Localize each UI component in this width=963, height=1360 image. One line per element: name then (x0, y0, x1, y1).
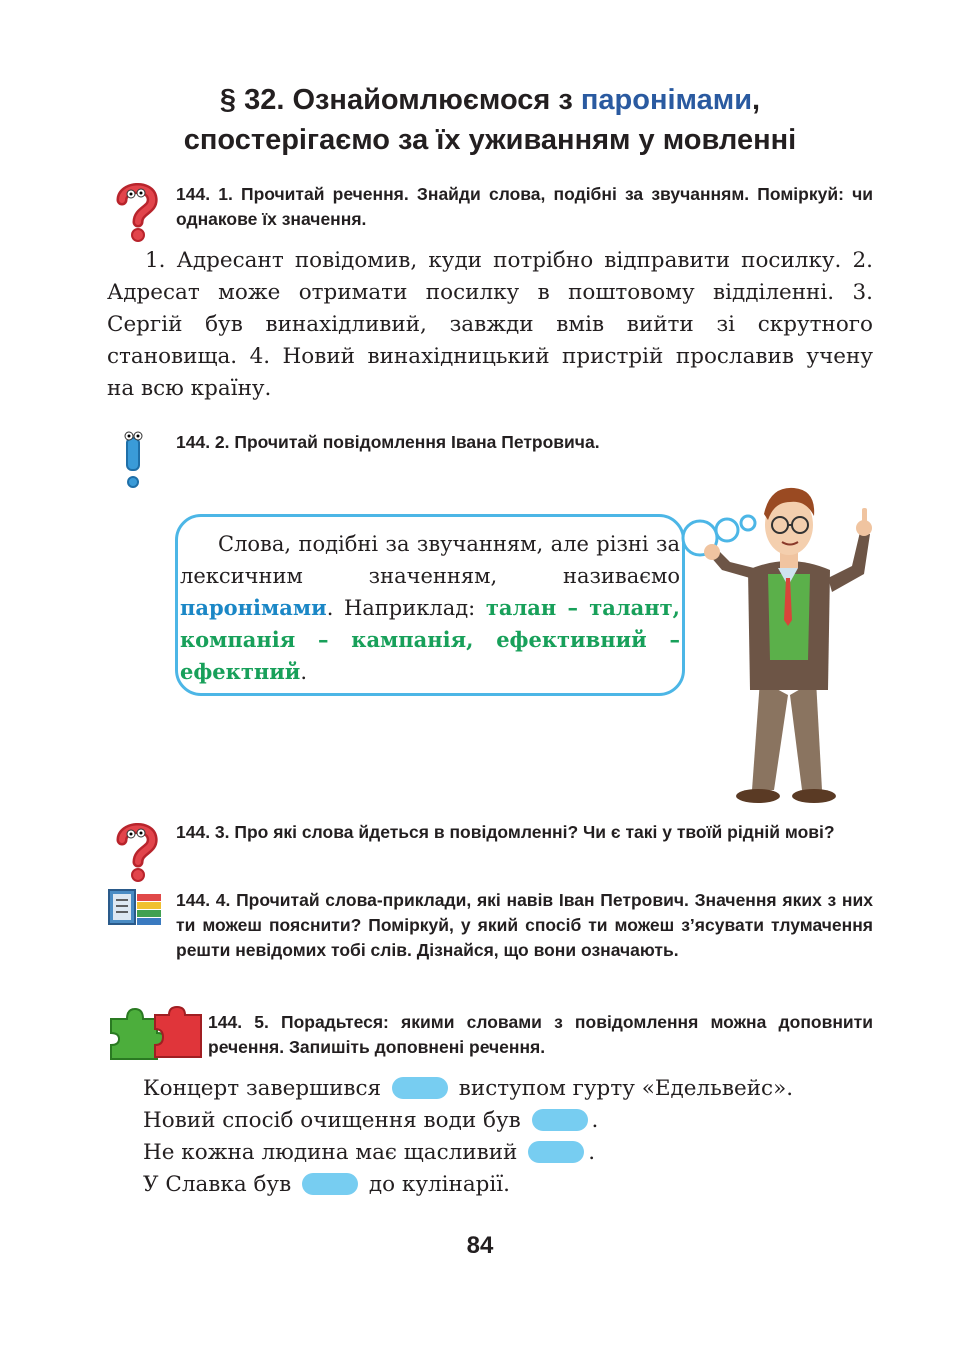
blank-slot (302, 1173, 358, 1195)
question-mark-icon (112, 180, 162, 242)
sentences-paragraph: 1. Адресант повідомив, куди потрібно відправити посилку. 2. Адресат може отримати посилку в поштовому відділенні. 3. Сергій був винахідливий, завжди вмів вийти зі скрутного становища. 4. Новий винахідницький пристрій прославив учену на всю країну. (107, 248, 873, 401)
teacher-illustration (690, 470, 890, 815)
paronym-term: паронімами (180, 595, 327, 620)
title-line-2: спостерігаємо за їх уживанням у мовленні (183, 124, 797, 156)
task-144-4: 144. 4. Прочитай слова-приклади, які навів Іван Петрович. Значення яких з них ти можеш пояснити? Поміркуй, у який спосіб ти можеш з’ясувати тлумачення решти невідомих тобі слів. Дізнайся, що вони означають. (176, 890, 873, 960)
page-number: 84 (466, 1232, 494, 1259)
exercise-line-2: Новий спосіб очищення води був . (143, 1108, 599, 1133)
exercise-sentences (143, 1073, 883, 1201)
task-144-1: 144. 1. Прочитай речення. Знайди слова, подібні за звучанням. Поміркуй: чи однакове їх значення. (176, 184, 873, 229)
exercise-line-4: У Славка був до кулінарії. (143, 1172, 511, 1197)
exclamation-mark-icon (118, 430, 148, 490)
blank-slot (528, 1141, 584, 1163)
title-accent-term: паронімами (580, 84, 753, 116)
task-144-3: 144. 3. Про які слова йдеться в повідомленні? Чи є такі у твоїй рідній мові? (176, 822, 835, 842)
title-line-1: § 32. Ознайомлюємося з паронімами, (219, 84, 761, 116)
task-144-2: 144. 2. Прочитай повідомлення Івана Петровича. (176, 432, 600, 452)
puzzle-icon (107, 1005, 205, 1063)
exercise-line-1: Концерт завершився виступом гурту «Едельвейс». (143, 1076, 794, 1101)
page-title (100, 80, 880, 160)
task-144-5: 144. 5. Порадьтеся: якими словами з повідомлення можна доповнити речення. Запишіть доповнені речення. (208, 1012, 873, 1057)
dictionary-icon (107, 888, 163, 928)
exercise-line-3: Не кожна людина має щасливий . (143, 1140, 596, 1165)
blank-slot (532, 1109, 588, 1131)
blank-slot (392, 1077, 448, 1099)
speech-bubble-text: Слова, подібні за звучанням, але різні за лексичним значенням, називаємо паронімами. Наприклад: талан – талант, компанія – кампанія, ефективний – ефектний. (180, 532, 680, 684)
paronym-examples: талан – талант, компанія – кампанія, ефективний – ефектний (180, 595, 680, 684)
question-mark-icon (112, 820, 162, 882)
